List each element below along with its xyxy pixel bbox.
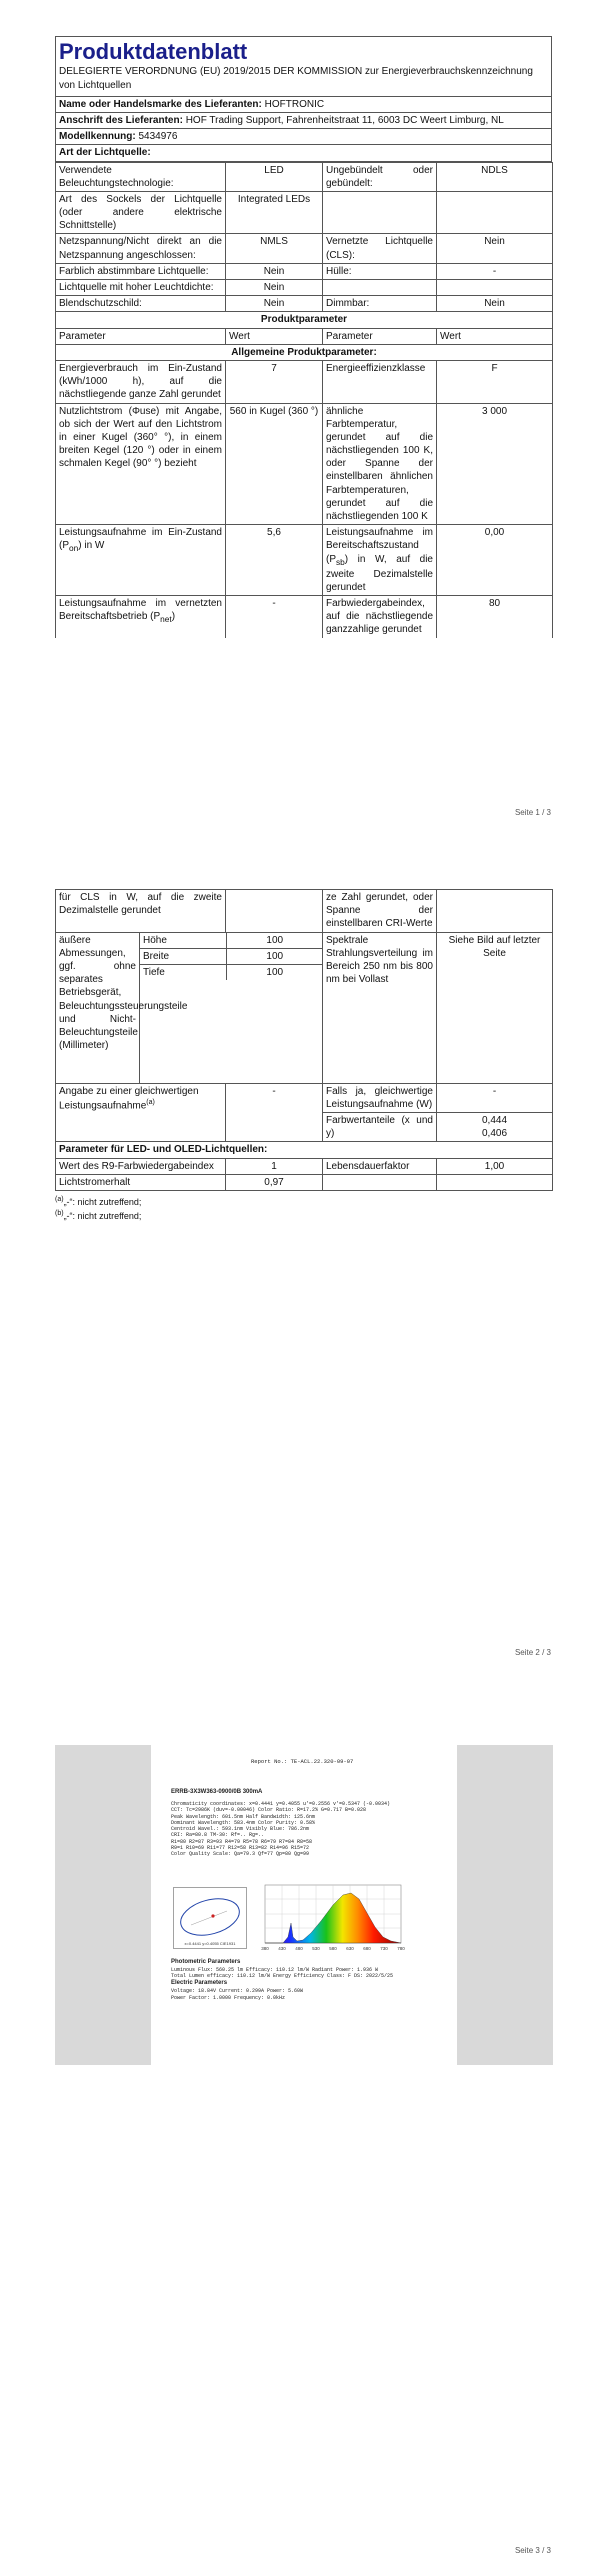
param-row-chromaticity: Farbwertanteile (x und y) 0,444 0,406 bbox=[56, 1112, 553, 1141]
supplier-address-row: Anschrift des Lieferanten: HOF Trading Support, Fahrenheitstraat 11, 6003 DC Weert Limburg, NL bbox=[56, 112, 552, 128]
footnote-a: $^{(a)}$„-“: nicht zutreffend; bbox=[55, 1195, 142, 1207]
spectrum-tick: 630 bbox=[346, 1946, 354, 1951]
params-header-row: Parameter Wert Parameter Wert bbox=[56, 328, 553, 344]
light-type-row: Netzspannung/Nicht direkt an die Netzspannung angeschlossen: NMLS Vernetzte Lichtquelle (CLS): Nein bbox=[56, 234, 553, 263]
spectrum-tick: 380 bbox=[261, 1946, 269, 1951]
param-row-flux: Nutzlichtstrom (Φuse) mit Angabe, ob sich der Wert auf den Lichtstrom in einer Kugel (360° °), in einem breiten Kegel (120 °) oder in einem schmalen Kegel (90° °) bezieht 560 in Kugel (360 °) ähnliche Farbtemperatur, gerundet auf die nächstliegenden 100 K, oder Spanne der einstellbaren ähnlichen Farbtemperaturen, gerundet auf die nächstliegenden 100 K 3 000 bbox=[56, 403, 553, 525]
header-table bbox=[55, 36, 552, 162]
page-1-content bbox=[55, 36, 552, 638]
spectrum-tick: 480 bbox=[295, 1946, 303, 1951]
general-params-heading: Allgemeine Produktparameter: bbox=[56, 344, 553, 360]
model-value: 5434976 bbox=[138, 131, 178, 143]
model-row: Modellkennung: 5434976 bbox=[56, 129, 552, 145]
report-colorimetric-lines: Chromaticity coordinates: x=0.4441 y=0.4055 u'=0.2556 v'=0.5347 (-0.0034) CCT: Tc=2986K (duv=-0.00046) Color Ratio: R=17.2% G=0.717 B=0.028 Peak Wavelength: 601.5nm Half Bandwidth: 125.6nm Dominant Wavelength: 583.4nm Color Purity: 0.58% Centroid Wavel.: 593.1nm Visibly Blue: 786.2nm CRI: Ra=80.8 TM-30: Rf=.. Rg=.. R1=80 R2=87 R3=93 R4=79 R5=78 R6=79 R7=84 R8=58 R9=1 R10=69 R11=77 R12=58 R13=82 R14=96 R15=72 Color Quality Scale: Qa=79.3 Qf=77 Qp=80 Qg=99 bbox=[171, 1801, 391, 1857]
spectrum-tick: 530 bbox=[312, 1946, 320, 1951]
param-row-network-cont: für CLS in W, auf die zweite Dezimalstelle gerundet ze Zahl gerundet, oder Spanne der einstellbaren CRI-Werte bbox=[56, 890, 553, 933]
spectrum-tick: 580 bbox=[329, 1946, 337, 1951]
led-params-heading: Parameter für LED- und OLED-Lichtquellen: bbox=[56, 1142, 553, 1158]
param-row-power: Leistungsaufnahme im Ein-Zustand $(P_{on})$ in W 5,6 Leistungsaufnahme im Bereitschaftszustand $(P_{sb})$ in W, auf die zweite Dezimalstelle gerundet 0,00 bbox=[56, 525, 553, 596]
test-report-image bbox=[55, 1745, 553, 2065]
test-report-sheet bbox=[151, 1745, 457, 2065]
page-1 bbox=[0, 0, 603, 853]
supplier-name-row: Name oder Handelsmarke des Lieferanten: HOFTRONIC bbox=[56, 96, 552, 112]
supplier-name-value: HOFTRONIC bbox=[264, 98, 325, 110]
product-params-heading: Produktparameter bbox=[56, 312, 553, 328]
spectrum-tick: 730 bbox=[380, 1946, 388, 1951]
param-row-dimensions: äußere Abmessungen, ggf. ohne separates Betriebsgerät, Beleuchtungssteuerungsteile und Nicht-Beleuchtungsteile (Millimeter) Höhe 100 Breite 100 Tiefe 100 Spektrale Strahlungsverteilung im Bereich 250 nm bis 800 nm bei Vollast Siehe Bild auf letzter Seite bbox=[56, 932, 553, 1083]
param-row-network: Leistungsaufnahme im vernetzten Bereitschaftsbetrieb $(P_{net})$ - Farbwiedergabeindex, auf die nächstliegende ganzzahlige gerundet 80 bbox=[56, 595, 553, 637]
spectrum-ticks bbox=[261, 1946, 405, 1951]
light-type-row: Art des Sockels der Lichtquelle (oder andere elektrische Schnittstelle) Integrated LEDs bbox=[56, 191, 553, 234]
page-2 bbox=[0, 853, 603, 1706]
light-type-heading: Art der Lichtquelle: bbox=[56, 145, 552, 161]
spectrum-tick: 780 bbox=[397, 1946, 405, 1951]
param-row-r9: Wert des R9-Farbwiedergabeindex 1 Lebensdauerfaktor 1,00 bbox=[56, 1158, 553, 1174]
params-table-continued bbox=[55, 889, 553, 1191]
regulation-subtitle: DELEGIERTE VERORDNUNG (EU) 2019/2015 DER KOMMISSION zur Energieverbrauchskennzeichnung von Lichtquellen bbox=[59, 66, 533, 91]
spectrum-chart bbox=[255, 1883, 405, 1955]
light-type-row: Blendschutzschild: Nein Dimmbar: Nein bbox=[56, 296, 553, 312]
report-title: ERRB-3X3W363-0900/0B 300mA bbox=[171, 1789, 263, 1795]
param-row-equivalent: Angabe zu einer gleichwertigen Leistungsaufnahme$^{(a)}$ - Falls ja, gleichwertige Leistungsaufnahme (W) - bbox=[56, 1083, 553, 1112]
param-row-energy: Energieverbrauch im Ein-Zustand (kWh/1000 h), auf die nächstliegende ganze Zahl gerundet 7 Energieeffizienzklasse F bbox=[56, 360, 553, 403]
page-number: Seite 1 / 3 bbox=[514, 808, 551, 817]
page-number: Seite 3 / 3 bbox=[514, 2546, 551, 2555]
supplier-address-value: HOF Trading Support, Fahrenheitstraat 11, 6003 DC Weert Limburg, NL bbox=[185, 114, 504, 126]
cie-label: x=0.4441 y=0.4055 CIE1931 bbox=[184, 1941, 236, 1946]
report-number: Report No.: TE-ACL.22.320-09-07 bbox=[251, 1758, 354, 1765]
light-type-row: Verwendete Beleuchtungstechnologie: LED Ungebündelt oder gebündelt: NDLS bbox=[56, 162, 553, 191]
light-type-table bbox=[55, 162, 553, 638]
light-type-row: Lichtquelle mit hoher Leuchtdichte: Nein bbox=[56, 280, 553, 296]
page-2-content bbox=[55, 889, 552, 1224]
footnote-b: $^{(b)}$„-“: nicht zutreffend; bbox=[55, 1210, 142, 1222]
light-type-row: Farblich abstimmbare Lichtquelle: Nein Hülle: - bbox=[56, 263, 553, 279]
spectrum-tick: 430 bbox=[278, 1946, 286, 1951]
dimensions-table: Höhe 100 Breite 100 Tiefe 100 bbox=[140, 933, 323, 981]
report-photometric: Photometric Parameters Luminous Flux: 560.25 lm Efficacy: 110.12 lm/W Radiant Power: 1.936 W Total Lumen efficacy: 110.12 lm/W Energy Efficiency Class: F DS: 2022/5/25 Electric Parameters Voltage: 18.84V Current: 0.299A Power: 5.60W Power Factor: 1.0000 Frequency: 0.0kHz bbox=[171, 1959, 394, 2001]
page-number: Seite 2 / 3 bbox=[514, 1648, 551, 1657]
spectrum-tick: 680 bbox=[363, 1946, 371, 1951]
cie-point bbox=[211, 1914, 214, 1917]
param-row-maintenance: Lichtstromerhalt 0,97 bbox=[56, 1174, 553, 1190]
page-title: Produktdatenblatt bbox=[59, 39, 248, 64]
cie-diagram bbox=[173, 1887, 247, 1949]
footnotes bbox=[55, 1195, 552, 1224]
